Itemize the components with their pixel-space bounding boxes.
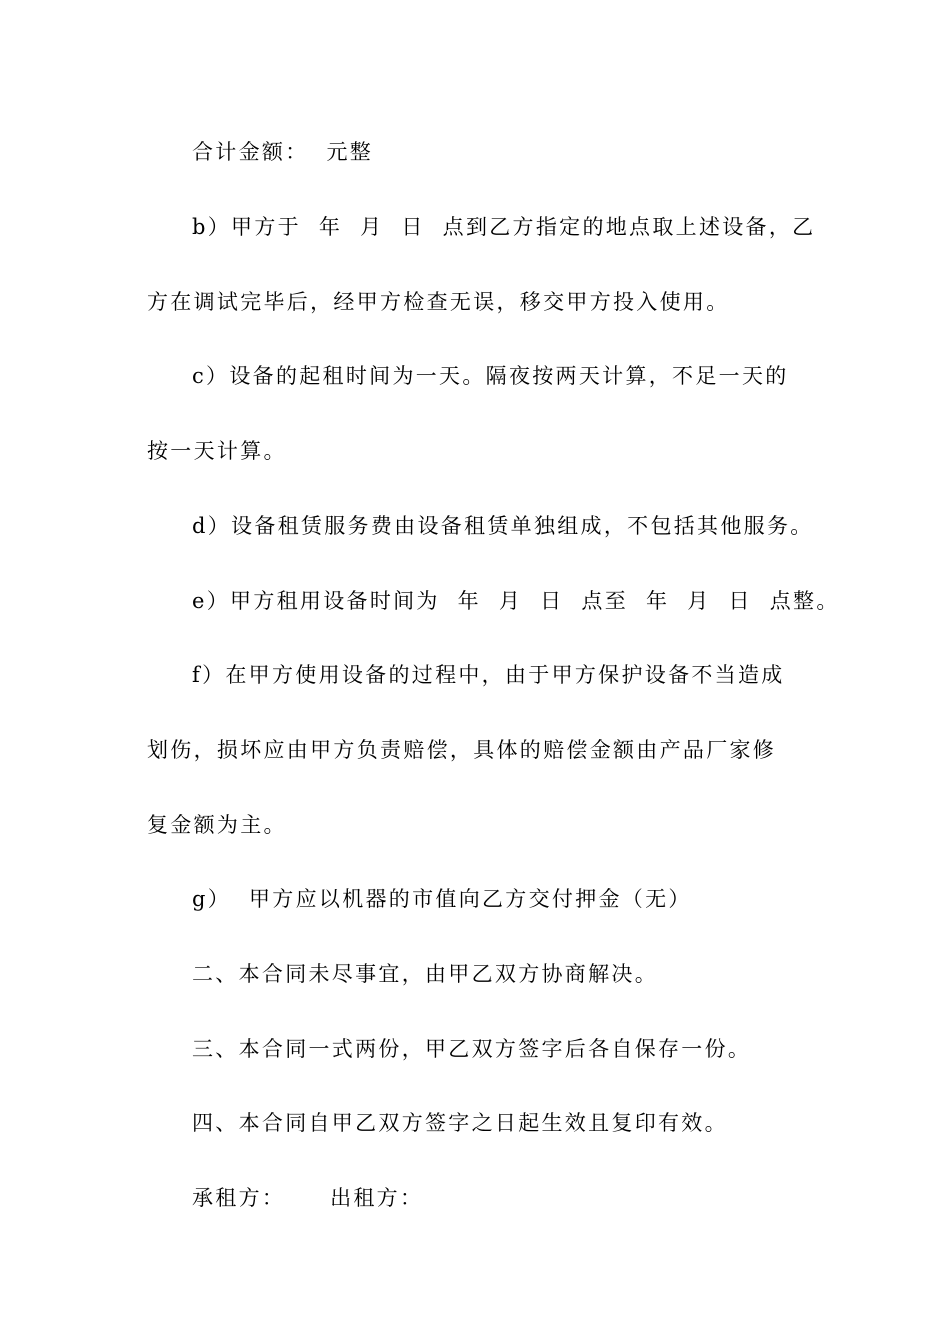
clause-d-line: d）设备租赁服务费由设备租赁单独组成，不包括其他服务。 [192,514,814,538]
article-2-line: 二、本合同未尽事宜，由甲乙双方协商解决。 [192,962,658,986]
clause-c-line-1: c）设备的起租时间为一天。隔夜按两天计算，不足一天的 [192,364,789,388]
signature-line: 承租方： 出租方： [192,1186,424,1210]
clause-e-line: e）甲方租用设备时间为 年 月 日 点至 年 月 日 点整。 [192,589,840,613]
clause-f-line-1: f）在甲方使用设备的过程中，由于甲方保护设备不当造成 [192,663,785,687]
clause-f-line-2: 划伤，损坏应由甲方负责赔偿，具体的赔偿金额由产品厂家修 [147,738,777,762]
clause-b-line-2: 方在调试完毕后，经甲方检查无误，移交甲方投入使用。 [147,290,730,314]
clause-b-line-1: b）甲方于 年 月 日 点到乙方指定的地点取上述设备，乙 [192,215,816,239]
clause-g-line: g） 甲方应以机器的市值向乙方交付押金（无） [192,887,692,911]
clause-f-line-3: 复金额为主。 [147,813,287,837]
total-amount-line: 合计金额： 元整 [192,140,374,164]
article-3-line: 三、本合同一式两份，甲乙双方签字后各自保存一份。 [192,1037,752,1061]
article-4-line: 四、本合同自甲乙双方签字之日起生效且复印有效。 [192,1111,728,1135]
clause-c-line-2: 按一天计算。 [147,439,287,463]
